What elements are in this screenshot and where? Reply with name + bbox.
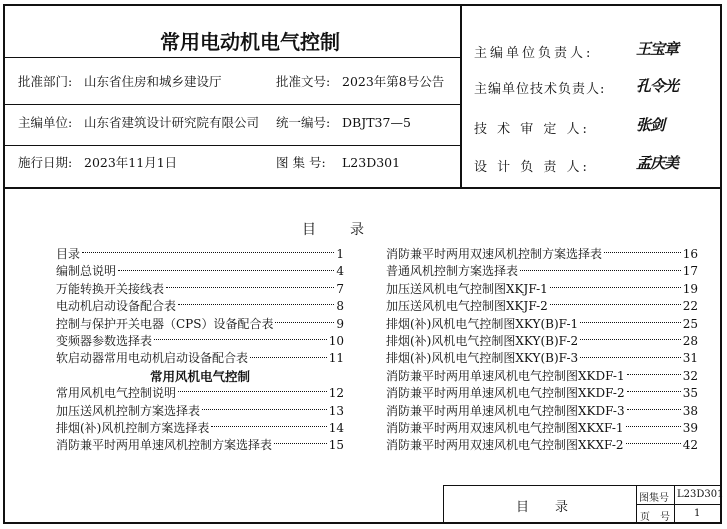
toc-entry-title: 消防兼平时两用双速风机电气控制图XKXF-2 xyxy=(386,438,624,453)
toc-leader-dots xyxy=(580,339,681,340)
toc-leader-dots xyxy=(550,287,681,288)
toc-entry-title: 消防兼平时两用单速风机电气控制图XKDF-1 xyxy=(386,368,625,383)
signature-name-4: 孟庆美 xyxy=(636,154,679,172)
toc-entry-title: 消防兼平时两用单速风机控制方案选择表 xyxy=(56,438,273,453)
toc-leader-dots xyxy=(166,287,334,288)
toc-entry xyxy=(386,350,698,367)
toc-entry-title: 万能转换开关接线表 xyxy=(56,281,165,296)
titleblock-atlas-value: L23D301 xyxy=(677,489,724,500)
signature-role-3: 技 术 审 定 人: xyxy=(474,122,590,137)
editor-unit-label: 主编单位: xyxy=(18,115,73,130)
titleblock-page-value: 1 xyxy=(694,508,701,519)
toc-leader-dots xyxy=(627,409,681,410)
toc-leader-dots xyxy=(82,252,334,253)
page-title: 常用电动机电气控制 xyxy=(160,30,340,54)
toc-entry xyxy=(386,420,698,437)
title-underline xyxy=(4,57,460,58)
toc-entry-title: 普通风机控制方案选择表 xyxy=(386,264,519,279)
toc-section-heading: 常用风机电气控制 xyxy=(149,368,250,384)
toc-entry xyxy=(386,246,698,263)
toc-entry xyxy=(386,437,698,454)
signature-role-2: 主编单位技术负责人: xyxy=(474,82,606,97)
toc-entry-page: 11 xyxy=(328,351,344,366)
toc-leader-dots xyxy=(202,409,327,410)
toc-leader-dots xyxy=(627,374,681,375)
toc-leader-dots xyxy=(550,304,681,305)
toc-entry-page: 1 xyxy=(336,247,344,261)
toc-entry xyxy=(386,403,698,420)
toc-leader-dots xyxy=(626,443,681,444)
toc-entry-page: 7 xyxy=(336,281,344,296)
toc-entry-page: 13 xyxy=(328,403,344,418)
toc-entry-page: 14 xyxy=(328,420,344,435)
atlas-no: L23D301 xyxy=(342,155,401,170)
toc-entry-title: 软启动器常用电动机启动设备配合表 xyxy=(56,351,249,366)
toc-entry xyxy=(386,298,698,315)
toc-leader-dots xyxy=(626,426,681,427)
titleblock-top xyxy=(443,485,722,486)
toc-entry-title: 加压送风机控制方案选择表 xyxy=(56,403,201,418)
toc-right-column xyxy=(386,246,698,455)
toc-entry xyxy=(386,281,698,298)
toc-entry-page: 19 xyxy=(682,281,698,296)
toc-entry xyxy=(56,437,344,454)
toc-entry-page: 17 xyxy=(682,264,698,279)
toc-entry-title: 排烟(补)风机电气控制图XKY(B)F-2 xyxy=(386,333,579,348)
toc-left-column xyxy=(56,246,344,455)
toc-entry-title: 消防兼平时两用双速风机控制方案选择表 xyxy=(386,247,603,261)
toc-entry-page: 38 xyxy=(682,403,698,418)
toc-entry-title: 常用风机电气控制说明 xyxy=(56,386,177,401)
toc-entry xyxy=(56,350,344,367)
toc-entry xyxy=(386,368,698,385)
toc-entry-page: 35 xyxy=(682,386,698,401)
approval-dept: 山东省住房和城乡建设厅 xyxy=(84,74,222,89)
toc-entry-page: 9 xyxy=(336,316,344,331)
toc-entry-page: 12 xyxy=(328,386,344,401)
toc-entry-title: 变频器参数选择表 xyxy=(56,333,153,348)
toc-entry xyxy=(56,385,344,402)
toc-entry-title: 控制与保护开关电器（CPS）设备配合表 xyxy=(56,316,274,331)
effective-date-label: 施行日期: xyxy=(18,155,73,170)
toc-entry-page: 42 xyxy=(682,438,698,453)
toc-entry-title: 目录 xyxy=(56,247,81,261)
toc-entry-title: 排烟(补)风机电气控制图XKY(B)F-1 xyxy=(386,316,579,331)
header-bottom-rule xyxy=(3,187,722,189)
toc-leader-dots xyxy=(178,391,327,392)
row-line-2 xyxy=(4,145,460,146)
toc-title: 目 录 xyxy=(302,222,366,238)
toc-leader-dots xyxy=(604,252,681,253)
header-divider xyxy=(460,4,462,188)
signature-name-3: 张剑 xyxy=(636,116,665,134)
toc-leader-dots xyxy=(275,322,334,323)
titleblock-left xyxy=(443,485,444,524)
toc-entry-page: 22 xyxy=(682,299,698,314)
approval-no: 2023年第8号公告 xyxy=(342,74,445,89)
unified-no: DBJT37—5 xyxy=(342,115,411,130)
toc-entry xyxy=(386,333,698,350)
toc-entry xyxy=(56,298,344,315)
toc-entry xyxy=(56,263,344,280)
toc-entry-title: 消防兼平时两用单速风机电气控制图XKDF-3 xyxy=(386,403,625,418)
toc-leader-dots xyxy=(580,322,681,323)
toc-entry xyxy=(386,263,698,280)
atlas-no-label: 图 集 号: xyxy=(276,155,326,170)
toc-entry xyxy=(56,420,344,437)
toc-entry xyxy=(56,316,344,333)
editor-unit: 山东省建筑设计研究院有限公司 xyxy=(84,115,260,130)
toc-leader-dots xyxy=(154,339,327,340)
toc-entry xyxy=(386,385,698,402)
toc-entry xyxy=(56,333,344,350)
toc-entry-page: 4 xyxy=(336,264,344,279)
effective-date: 2023年11月1日 xyxy=(84,155,178,170)
titleblock-page-label: 页 号 xyxy=(640,512,670,523)
toc-entry-title: 排烟(补)风机电气控制图XKY(B)F-3 xyxy=(386,351,579,366)
toc-entry-title: 加压送风机电气控制图XKJF-1 xyxy=(386,281,548,296)
signature-role-4: 设 计 负 责 人: xyxy=(474,160,590,175)
toc-entry-page: 10 xyxy=(328,333,344,348)
toc-entry-page: 39 xyxy=(682,420,698,435)
toc-entry-title: 加压送风机电气控制图XKJF-2 xyxy=(386,299,548,314)
toc-entry xyxy=(56,246,344,263)
toc-entry-title: 电动机启动设备配合表 xyxy=(56,299,177,314)
signature-name-2: 孔令光 xyxy=(636,77,679,95)
toc-entry-page: 31 xyxy=(682,351,698,366)
toc-entry-title: 消防兼平时两用单速风机电气控制图XKDF-2 xyxy=(386,386,625,401)
toc-entry-title: 消防兼平时两用双速风机电气控制图XKXF-1 xyxy=(386,420,624,435)
approval-no-label: 批准文号: xyxy=(276,74,331,89)
toc-entry-page: 25 xyxy=(682,316,698,331)
titleblock-mid xyxy=(636,504,722,505)
toc-leader-dots xyxy=(520,270,681,271)
toc-entry xyxy=(386,316,698,333)
toc-leader-dots xyxy=(250,357,327,358)
toc-entry-title: 排烟(补)风机控制方案选择表 xyxy=(56,420,210,435)
titleblock-atlas-label: 图集号 xyxy=(639,493,669,504)
toc-leader-dots xyxy=(118,270,334,271)
toc-leader-dots xyxy=(627,391,681,392)
toc-entry-page: 32 xyxy=(682,368,698,383)
row-line-1 xyxy=(4,104,460,105)
toc-leader-dots xyxy=(178,304,334,305)
titleblock-name: 目 录 xyxy=(516,500,569,515)
unified-no-label: 统一编号: xyxy=(276,115,331,130)
approval-dept-label: 批准部门: xyxy=(18,74,73,89)
toc-entry-page: 28 xyxy=(682,333,698,348)
signature-role-1: 主编单位负责人: xyxy=(474,46,594,61)
toc-entry xyxy=(56,281,344,298)
toc-entry-page: 15 xyxy=(328,438,344,453)
toc-entry xyxy=(56,403,344,420)
toc-entry-title: 编制总说明 xyxy=(56,264,117,279)
toc-leader-dots xyxy=(274,443,327,444)
signature-name-1: 王宝章 xyxy=(636,40,679,58)
toc-leader-dots xyxy=(580,357,681,358)
toc-entry-page: 16 xyxy=(682,247,698,261)
toc-entry-page: 8 xyxy=(336,299,344,314)
toc-leader-dots xyxy=(211,426,326,427)
